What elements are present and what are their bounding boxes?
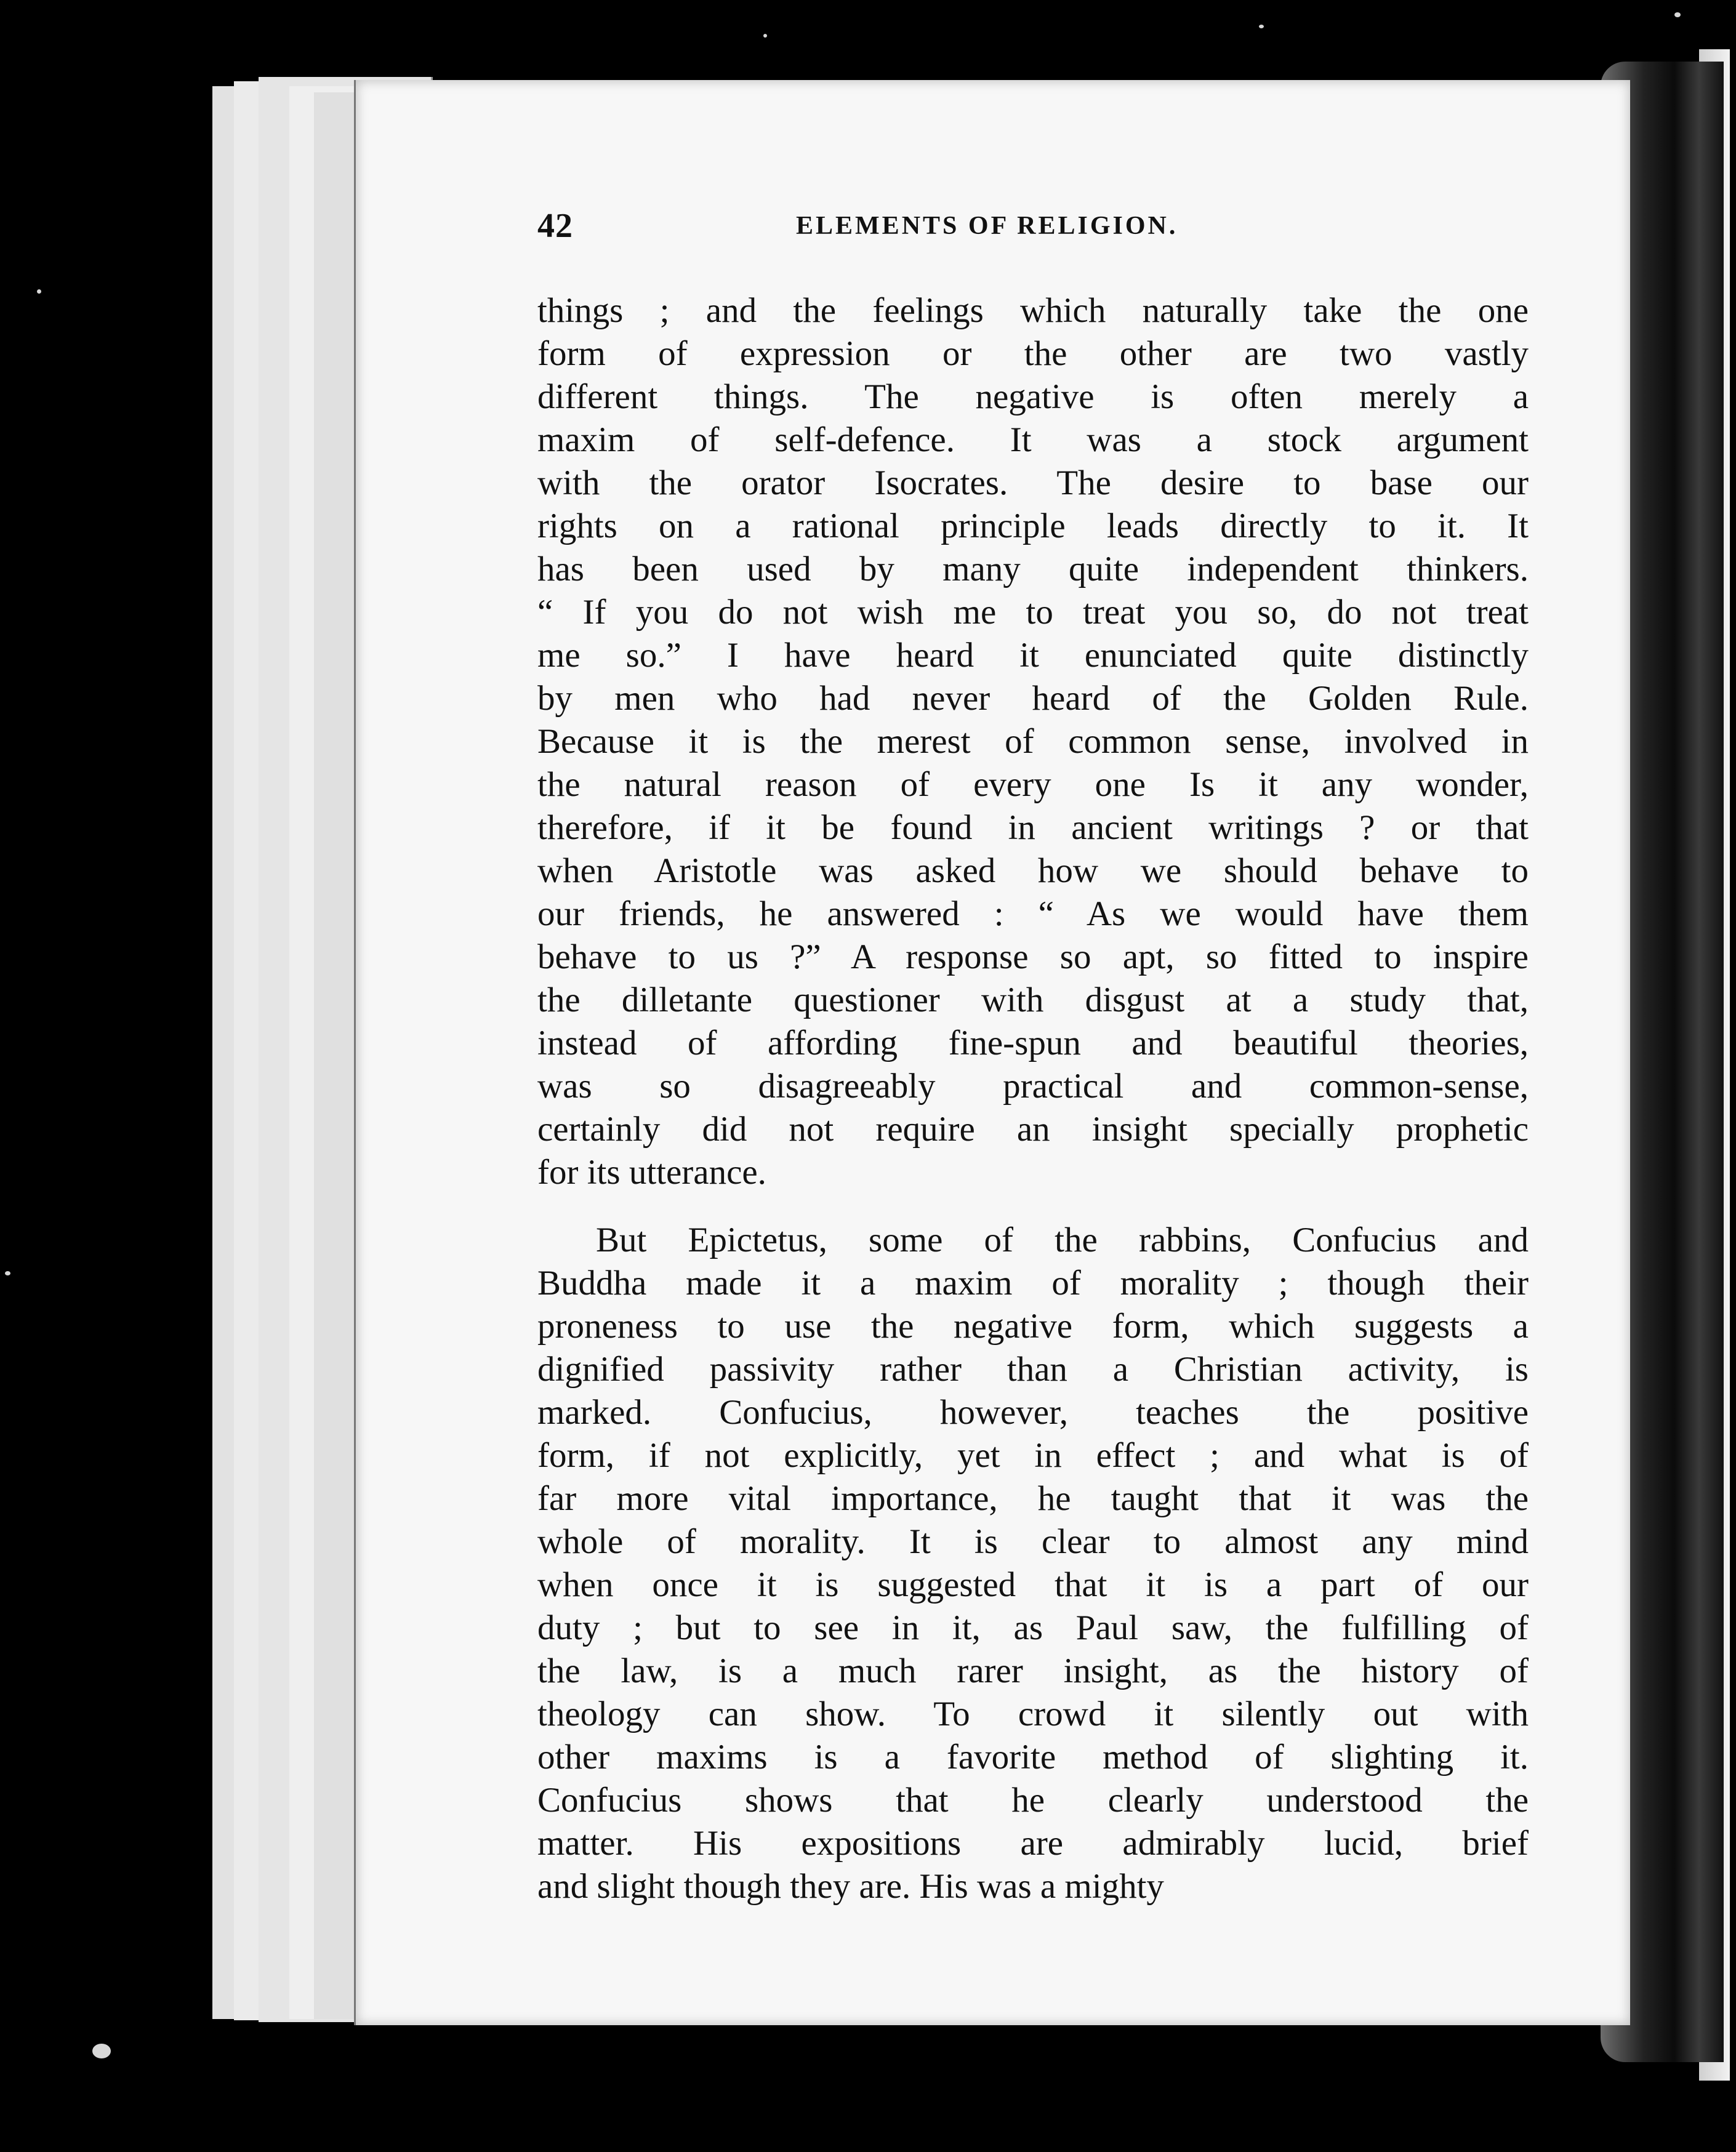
- text-line: proneness to use the negative form, which suggests a: [537, 1307, 1529, 1346]
- text-line: behave to us ?” A response so apt, so fitted to inspire: [537, 937, 1529, 976]
- running-title: ELEMENTS OF RELIGION.: [796, 212, 1178, 240]
- text-line: the natural reason of every one Is it any wonder,: [537, 765, 1529, 804]
- text-line: the law, is a much rarer insight, as the history of: [537, 1652, 1529, 1690]
- paragraph: [537, 1219, 1529, 1908]
- text-line: form of expression or the other are two vastly: [537, 334, 1529, 373]
- text-line: when Aristotle was asked how we should behave to: [537, 851, 1529, 890]
- text-line: rights on a rational principle leads directly to it. It: [537, 507, 1529, 545]
- text-line: when once it is suggested that it is a part of our: [537, 1565, 1529, 1604]
- text-line: different things. The negative is often merely a: [537, 377, 1529, 416]
- text-line: whole of morality. It is clear to almost any mind: [537, 1522, 1529, 1561]
- speck: [763, 34, 767, 38]
- speck: [5, 1271, 10, 1275]
- speck: [92, 2044, 111, 2058]
- body-text: [537, 289, 1529, 1908]
- text-line: Because it is the merest of common sense, involved in: [537, 722, 1529, 761]
- text-line: “ If you do not wish me to treat you so, do not treat: [537, 593, 1529, 632]
- text-line: duty ; but to see in it, as Paul saw, the fulfilling of: [537, 1608, 1529, 1647]
- text-line: But Epictetus, some of the rabbins, Confucius and: [596, 1221, 1529, 1259]
- text-line: with the orator Isocrates. The desire to base our: [537, 464, 1529, 502]
- text-line: things ; and the feelings which naturally take the one: [537, 291, 1529, 330]
- text-line: and slight though they are. His was a mighty: [537, 1867, 1164, 1906]
- running-head: [537, 206, 1522, 255]
- text-line: certainly did not require an insight specially prophetic: [537, 1110, 1529, 1149]
- text-line: by men who had never heard of the Golden Rule.: [537, 679, 1529, 718]
- text-line: dignified passivity rather than a Christian activity, is: [537, 1350, 1529, 1389]
- text-line: other maxims is a favorite method of slighting it.: [537, 1738, 1529, 1777]
- text-line: has been used by many quite independent thinkers.: [537, 550, 1529, 588]
- text-line: our friends, he answered : “ As we would have them: [537, 894, 1529, 933]
- text-line: for its utterance.: [537, 1153, 766, 1192]
- paragraph: [537, 289, 1529, 1194]
- speck: [1259, 25, 1264, 28]
- page-number: 42: [537, 207, 573, 245]
- speck: [1674, 12, 1681, 17]
- text-line: theology can show. To crowd it silently out with: [537, 1695, 1529, 1733]
- text-line: form, if not explicitly, yet in effect ; and what is of: [537, 1436, 1529, 1475]
- text-line: marked. Confucius, however, teaches the positive: [537, 1393, 1529, 1432]
- book-page: [354, 80, 1630, 2025]
- text-line: matter. His expositions are admirably lucid, brief: [537, 1824, 1529, 1863]
- text-line: far more vital importance, he taught that it was the: [537, 1479, 1529, 1518]
- text-line: me so.” I have heard it enunciated quite distinctly: [537, 636, 1529, 675]
- paragraph-gap: [537, 1194, 1529, 1219]
- text-line: Confucius shows that he clearly understood the: [537, 1781, 1529, 1820]
- text-line: the dilletante questioner with disgust at a study that,: [537, 981, 1529, 1019]
- text-line: instead of affording fine-spun and beautiful theories,: [537, 1024, 1529, 1062]
- text-line: was so disagreeably practical and common-sense,: [537, 1067, 1529, 1106]
- text-line: maxim of self-defence. It was a stock argument: [537, 420, 1529, 459]
- speck: [37, 289, 41, 294]
- text-line: Buddha made it a maxim of morality ; though their: [537, 1264, 1529, 1303]
- text-line: therefore, if it be found in ancient writings ? or that: [537, 808, 1529, 847]
